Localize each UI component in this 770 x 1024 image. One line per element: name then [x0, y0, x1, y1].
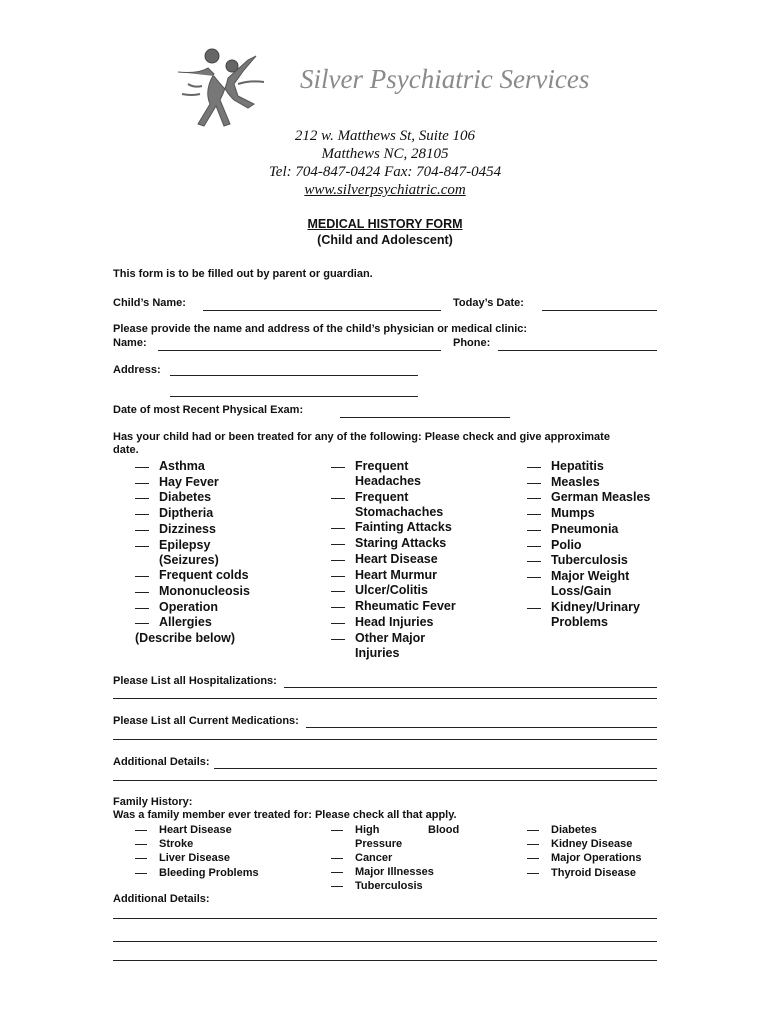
physician-phone-label: Phone:: [453, 337, 491, 349]
physician-name-label: Name:: [113, 337, 147, 349]
additional-details-label: Additional Details:: [113, 756, 210, 768]
physician-phone-field[interactable]: [498, 350, 657, 351]
checkbox-line[interactable]: [331, 858, 343, 859]
checkbox-line[interactable]: [331, 498, 345, 499]
checkbox-line[interactable]: [527, 546, 541, 547]
form-subtitle: (Child and Adolescent): [317, 233, 453, 247]
checkbox-line[interactable]: [135, 546, 149, 547]
checkbox-line[interactable]: [331, 467, 345, 468]
checkbox-line[interactable]: [331, 544, 345, 545]
company-name: Silver Psychiatric Services: [300, 64, 590, 94]
checkbox-line[interactable]: [331, 623, 345, 624]
checkbox-line[interactable]: [527, 467, 541, 468]
family-history-title: Family History:: [113, 796, 193, 808]
checkbox-line[interactable]: [527, 844, 539, 845]
additional-details-field-2[interactable]: [113, 780, 657, 781]
checkbox-line[interactable]: [331, 830, 343, 831]
checkbox-line[interactable]: [135, 873, 147, 874]
family-history-prompt: Was a family member ever treated for: Please check all that apply.: [113, 809, 457, 821]
condition-note: (Describe below): [135, 631, 236, 645]
conditions-prompt: Has your child had or been treated for any of the following: Please check and give approximate: [113, 431, 610, 443]
checkbox-line[interactable]: [331, 886, 343, 887]
family-item-word: Blood: [428, 824, 460, 836]
medications-label: Please List all Current Medications:: [113, 715, 299, 727]
checkbox-line[interactable]: [135, 830, 147, 831]
instruction-text: This form is to be filled out by parent or guardian.: [113, 268, 373, 280]
hospitalizations-field-2[interactable]: [113, 698, 657, 699]
checkbox-line[interactable]: [135, 483, 149, 484]
checkbox-line[interactable]: [135, 467, 149, 468]
todays-date-label: Today’s Date:: [453, 297, 524, 309]
physician-prompt: Please provide the name and address of the child’s physician or medical clinic:: [113, 323, 528, 335]
checkbox-line[interactable]: [135, 592, 149, 593]
address-line-1: 212 w. Matthews St, Suite 106: [294, 128, 476, 144]
checkbox-line[interactable]: [135, 844, 147, 845]
checkbox-line[interactable]: [135, 514, 149, 515]
address-field-2[interactable]: [170, 396, 418, 397]
medications-field-1[interactable]: [306, 727, 657, 728]
checkbox-line[interactable]: [527, 498, 541, 499]
physician-name-field[interactable]: [158, 350, 441, 351]
checkbox-line[interactable]: [135, 576, 149, 577]
form-title: MEDICAL HISTORY FORM: [307, 217, 463, 231]
family-details-field-3[interactable]: [113, 960, 657, 961]
checkbox-line[interactable]: [527, 561, 541, 562]
checkbox-line[interactable]: [331, 528, 345, 529]
hospitalizations-label: Please List all Hospitalizations:: [113, 675, 277, 687]
checkbox-line[interactable]: [527, 830, 539, 831]
additional-details-label-2: Additional Details:: [113, 893, 210, 905]
checkbox-line[interactable]: [135, 608, 149, 609]
checkbox-line[interactable]: [331, 576, 345, 577]
company-logo: [168, 44, 270, 130]
hospitalizations-field-1[interactable]: [284, 687, 657, 688]
phone-fax: Tel: 704-847-0424 Fax: 704-847-0454: [268, 164, 502, 180]
checkbox-line[interactable]: [135, 858, 147, 859]
checkbox-line[interactable]: [331, 560, 345, 561]
address-line-2: Matthews NC, 28105: [321, 146, 449, 162]
checkbox-line[interactable]: [331, 607, 345, 608]
checkbox-line[interactable]: [331, 872, 343, 873]
medications-field-2[interactable]: [113, 739, 657, 740]
website-link[interactable]: www.silverpsychiatric.com: [304, 182, 466, 198]
additional-details-field-1[interactable]: [214, 768, 657, 769]
checkbox-line[interactable]: [527, 530, 541, 531]
checkbox-line[interactable]: [527, 577, 541, 578]
checkbox-line[interactable]: [331, 639, 345, 640]
checkbox-line[interactable]: [527, 608, 541, 609]
exam-date-label: Date of most Recent Physical Exam:: [113, 404, 304, 416]
conditions-prompt-2: date.: [113, 444, 139, 456]
family-details-field-1[interactable]: [113, 918, 657, 919]
checkbox-line[interactable]: [527, 483, 541, 484]
address-field-1[interactable]: [170, 375, 418, 376]
checkbox-line[interactable]: [135, 530, 149, 531]
family-details-field-2[interactable]: [113, 941, 657, 942]
checkbox-line[interactable]: [527, 858, 539, 859]
childs-name-label: Child’s Name:: [113, 297, 186, 309]
checkbox-line[interactable]: [527, 514, 541, 515]
todays-date-field[interactable]: [542, 310, 657, 311]
exam-date-field[interactable]: [340, 417, 510, 418]
checkbox-line[interactable]: [135, 498, 149, 499]
checkbox-line[interactable]: [527, 873, 539, 874]
childs-name-field[interactable]: [203, 310, 441, 311]
address-label: Address:: [113, 364, 161, 376]
checkbox-line[interactable]: [331, 591, 345, 592]
checkbox-line[interactable]: [135, 623, 149, 624]
